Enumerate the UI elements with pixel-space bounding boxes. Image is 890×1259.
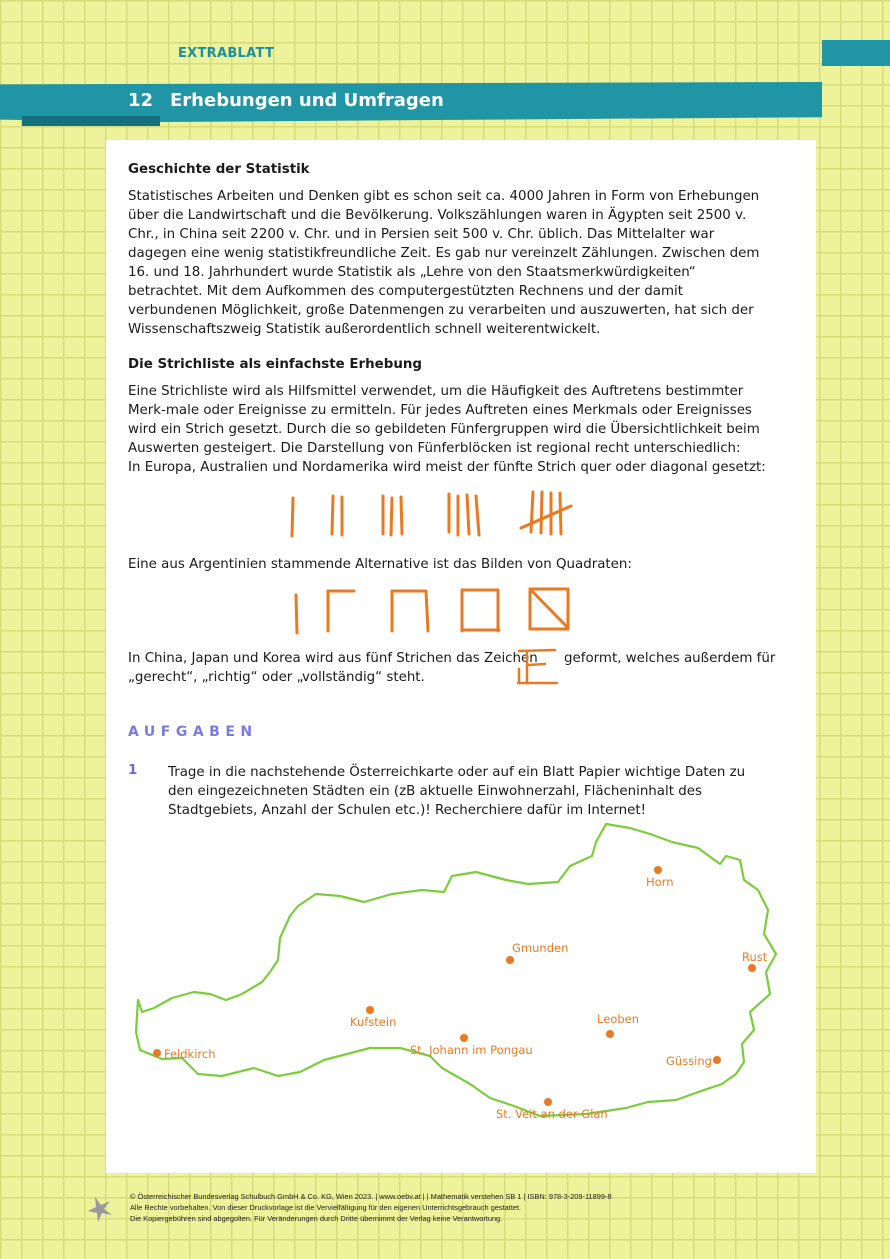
city-marker-icon xyxy=(544,1098,552,1106)
argentina-intro: Eine aus Argentinien stammende Alternative ist das Bilden von Quadraten: xyxy=(128,557,632,572)
city-marker-icon xyxy=(748,964,756,972)
footer-line-1: © Österreichischer Bundesverlag Schulbuch GmbH & Co. KG, Wien 2023. | www.oebv.at | | Mathematik verstehen SB 1 | ISBN: 978-3-209-11899-8 xyxy=(130,1192,612,1201)
city-label: Kufstein xyxy=(350,1015,397,1029)
chapter-number: 12 xyxy=(128,90,154,111)
section-history-body: Statistisches Arbeiten und Denken gibt es schon seit ca. 4000 Jahren in Form von Erhebungen über die Landwirtschaft und die Bevölkerung. Volkszählungen waren in Ägypten seit 2500 v. Chr., in China seit 2200 v. Chr. und in Persien seit 500 v. Chr. üblich. Das Mittelalter war dagegen eine wenig statistikfreundliche Zeit. Es gab nur vereinzelt Zählungen. Zwischen dem 16. und 18. Jahrhundert wurde Statistik als „Lehre von den Staatsmerkwürdigkeiten“ betrachtet. Mit dem Aufkommen des computergestützten Rechnens und der damit verbundenen Möglichkeit, große Datenmengen zu verarbeiten und auszuwerten, hat sich der Wissenschaftszweig Statistik außerordentlich schnell weiterentwickelt. xyxy=(128,189,760,337)
footer-line-3: Die Kopiergebühren sind abgegolten. Für Veränderungen durch Dritte übernimmt der Verlag keine Verantwortung. xyxy=(130,1214,503,1223)
tally-three xyxy=(383,496,402,535)
city-label: Leoben xyxy=(597,1012,639,1026)
section-tally xyxy=(128,355,768,477)
city-guessing xyxy=(666,1054,721,1068)
city-st-veit-an-der-glan xyxy=(496,1098,608,1121)
footer xyxy=(130,1191,612,1224)
footer-line-2: Alle Rechte vorbehalten. Von dieser Druckvorlage ist die Vervielfältigung für den eigenen Unterrichtsgebrauch gestattet. xyxy=(130,1203,522,1212)
section-tally-europe: In Europa, Australien und Nordamerika wird meist der fünfte Strich quer oder diagonal gesetzt: xyxy=(128,460,766,475)
city-kufstein xyxy=(350,1006,396,1029)
square-five xyxy=(530,589,568,629)
square-three xyxy=(392,591,428,631)
china-text-middle: geformt, welches außerdem für xyxy=(564,651,776,666)
city-label: Feldkirch xyxy=(164,1047,216,1061)
city-label: Rust xyxy=(742,950,768,964)
city-horn xyxy=(646,866,674,889)
austria-map xyxy=(130,822,790,1132)
tally-five xyxy=(521,492,571,534)
main-content xyxy=(128,160,768,477)
tally-argentina-figure xyxy=(288,585,578,637)
city-rust xyxy=(742,950,768,972)
china-text-start: In China, Japan und Korea wird aus fünf Strichen das Zeichen xyxy=(128,651,538,666)
city-marker-icon xyxy=(713,1056,721,1064)
tally-europe-figure xyxy=(283,488,573,540)
city-marker-icon xyxy=(654,866,662,874)
chapter-title: Erhebungen und Umfragen xyxy=(170,90,444,111)
city-label: Horn xyxy=(646,875,674,889)
city-leoben xyxy=(597,1012,639,1038)
city-marker-icon xyxy=(506,956,514,964)
city-st-johann-im-pongau xyxy=(410,1034,533,1057)
publisher-logo-icon xyxy=(86,1195,114,1223)
square-one xyxy=(296,595,297,633)
square-four xyxy=(462,590,499,631)
city-marker-icon xyxy=(153,1049,161,1057)
title-bar-shadow xyxy=(22,116,160,126)
task-text: Trage in die nachstehende Österreichkarte oder auf ein Blatt Papier wichtige Daten zu den eingezeichneten Städten ein (zB aktuelle Einwohnerzahl, Flächeninhalt des Stadtgebiets, Anzahl der Schulen etc.)! Recherchiere dafür im Internet! xyxy=(168,765,746,818)
china-text-end: „gerecht“, „richtig“ oder „vollständig“ steht. xyxy=(128,670,425,685)
tally-one xyxy=(292,498,293,536)
section-tally-heading: Die Strichliste als einfachste Erhebung xyxy=(128,357,422,372)
city-marker-icon xyxy=(366,1006,374,1014)
city-gmunden xyxy=(506,941,568,964)
corner-tab xyxy=(822,40,890,66)
city-marker-icon xyxy=(460,1034,468,1042)
austria-border xyxy=(136,824,776,1116)
square-two xyxy=(328,591,354,631)
task-number: 1 xyxy=(128,763,138,778)
extrablatt-label: EXTRABLATT xyxy=(178,46,275,61)
city-label: Gmunden xyxy=(512,941,569,955)
city-label: Güssing xyxy=(666,1054,712,1068)
section-tally-body: Eine Strichliste wird als Hilfsmittel verwendet, um die Häufigkeit des Auftretens bestimmter Merk-male oder Ereignisse zu ermitteln. Für jedes Auftreten eines Merkmals oder Ereignisses wird ein Strich gesetzt. Durch die so gebildeten Fünfergruppen wird die Übersichtlichkeit beim Auswerten gesteigert. Die Darstellung von Fünferblöcken ist regional recht unterschiedlich: xyxy=(128,384,760,456)
tally-four xyxy=(449,494,479,535)
section-history-heading: Geschichte der Statistik xyxy=(128,162,310,177)
tally-two xyxy=(332,496,342,535)
zheng-character-icon xyxy=(515,645,559,687)
aufgaben-heading: AUFGABEN xyxy=(128,724,258,740)
city-marker-icon xyxy=(606,1030,614,1038)
section-history xyxy=(128,160,768,339)
city-label: St. Veit an der Glan xyxy=(496,1107,608,1121)
city-label: St. Johann im Pongau xyxy=(410,1043,533,1057)
